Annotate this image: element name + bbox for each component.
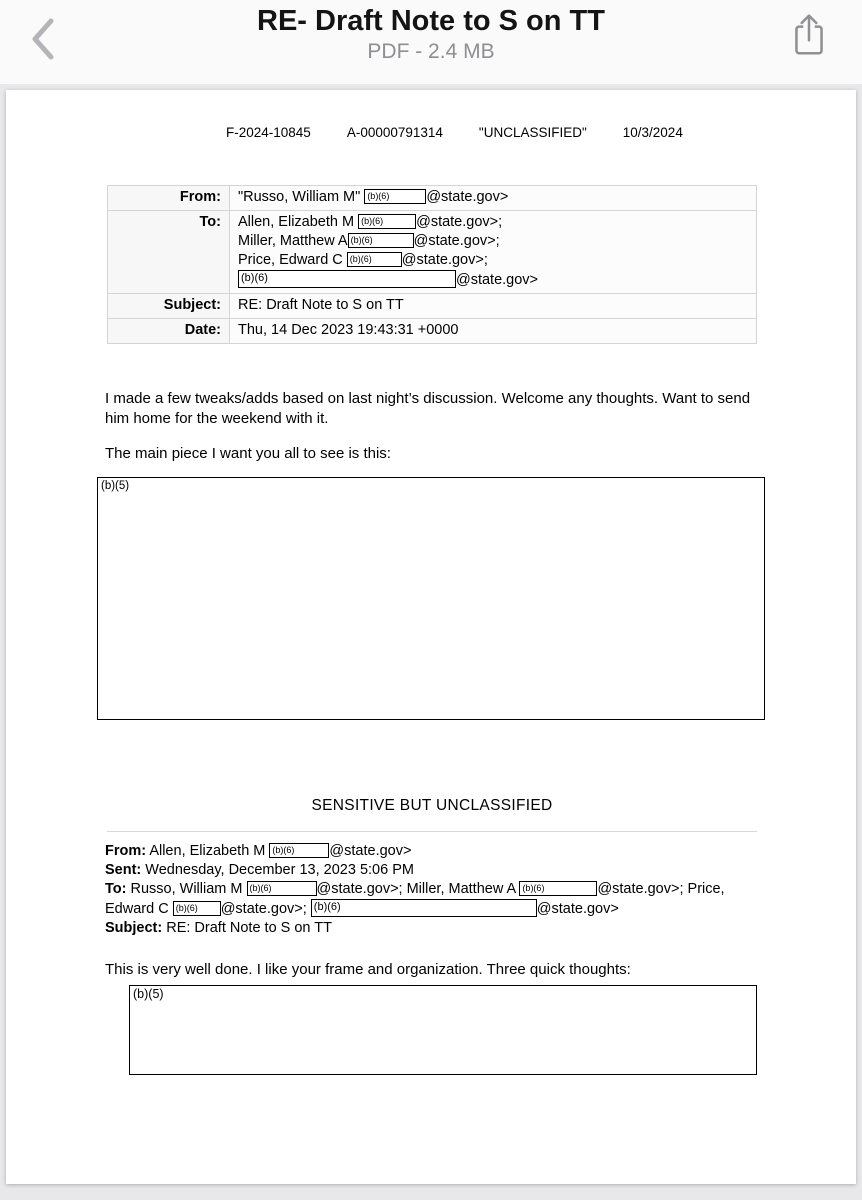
file-meta: PDF - 2.4 MB bbox=[367, 40, 495, 63]
from-value bbox=[230, 186, 757, 211]
quoted-from-line bbox=[105, 842, 766, 861]
from-label: From: bbox=[105, 843, 147, 859]
sent-label: Sent: bbox=[105, 862, 142, 878]
subject-label: Subject: bbox=[108, 294, 230, 319]
quoted-sent-line bbox=[105, 861, 766, 880]
redaction-box-b6: (b)(6) bbox=[519, 881, 597, 896]
date-value: Thu, 14 Dec 2023 19:43:31 +0000 bbox=[230, 319, 757, 344]
redaction-box-b6: (b)(6) bbox=[358, 214, 416, 229]
quoted-email-header bbox=[105, 842, 766, 938]
table-row-from bbox=[108, 186, 757, 211]
recipient-text: @state.gov>; bbox=[220, 901, 311, 917]
document-title-block bbox=[257, 0, 605, 65]
sender-name: Allen, Elizabeth M bbox=[146, 843, 270, 859]
redaction-box-b5 bbox=[97, 477, 765, 720]
recipient-name: Russo, William M bbox=[126, 881, 247, 897]
table-row-to bbox=[108, 211, 757, 294]
sender-name: "Russo, William M" bbox=[238, 189, 365, 205]
recipient-domain: @state.gov>; bbox=[416, 214, 503, 230]
recipient-domain: @state.gov>; bbox=[413, 233, 500, 249]
case-number: F-2024-10845 bbox=[226, 125, 311, 140]
body-paragraph: The main piece I want you all to see is this: bbox=[105, 445, 391, 462]
nav-bar bbox=[0, 0, 862, 84]
foia-header bbox=[226, 124, 766, 141]
recipient-text: @state.gov>; Miller, Matthew A bbox=[316, 881, 520, 897]
share-button[interactable] bbox=[790, 12, 828, 61]
recipient-domain: @state.gov> bbox=[456, 272, 539, 288]
quoted-subject-line bbox=[105, 919, 766, 938]
document-number: A-00000791314 bbox=[346, 125, 443, 140]
recipient-line bbox=[238, 232, 748, 251]
redaction-box-b6: (b)(6) bbox=[238, 270, 456, 288]
redaction-box-b6: (b)(6) bbox=[311, 899, 537, 917]
redaction-label: (b)(5) bbox=[101, 480, 130, 492]
quoted-to-line-2 bbox=[105, 899, 766, 919]
share-icon bbox=[790, 12, 828, 58]
redaction-box-b6: (b)(6) bbox=[173, 901, 221, 916]
release-date: 10/3/2024 bbox=[622, 125, 683, 140]
to-label: To: bbox=[108, 211, 230, 294]
table-row-date bbox=[108, 319, 757, 344]
table-row-subject bbox=[108, 294, 757, 319]
sender-domain: @state.gov> bbox=[426, 189, 509, 205]
to-value bbox=[230, 211, 757, 294]
chevron-left-icon bbox=[30, 16, 56, 62]
back-button[interactable] bbox=[30, 16, 56, 65]
recipient-name: Miller, Matthew A bbox=[238, 233, 348, 249]
recipient-name: Edward C bbox=[105, 901, 173, 917]
body-paragraph: This is very well done. I like your frame and organization. Three quick thoughts: bbox=[105, 961, 631, 978]
quoted-to-line-1 bbox=[105, 880, 766, 899]
subject-label: Subject: bbox=[105, 920, 163, 936]
pdf-page bbox=[6, 90, 856, 1184]
recipient-line bbox=[238, 251, 748, 270]
redaction-box-b6: (b)(6) bbox=[347, 252, 402, 267]
redaction-label: (b)(5) bbox=[133, 987, 164, 1001]
classification-marking: "UNCLASSIFIED" bbox=[478, 125, 587, 140]
redaction-box-b5 bbox=[129, 985, 757, 1075]
recipient-domain: @state.gov>; bbox=[401, 252, 488, 268]
to-label: To: bbox=[105, 881, 127, 897]
page-title: RE- Draft Note to S on TT bbox=[257, 5, 605, 37]
from-label: From: bbox=[108, 186, 230, 211]
classification-banner: SENSITIVE BUT UNCLASSIFIED bbox=[311, 797, 553, 814]
recipient-line bbox=[238, 213, 748, 232]
sent-value: Wednesday, December 13, 2023 5:06 PM bbox=[141, 862, 414, 878]
recipient-text: @state.gov>; Price, bbox=[597, 881, 725, 897]
sender-domain: @state.gov> bbox=[329, 843, 412, 859]
recipient-domain: @state.gov> bbox=[536, 901, 619, 917]
subject-value: RE: Draft Note to S on TT bbox=[162, 920, 332, 936]
redaction-box-b6: (b)(6) bbox=[247, 881, 317, 896]
redaction-box-b6: (b)(6) bbox=[269, 843, 329, 858]
date-label: Date: bbox=[108, 319, 230, 344]
redaction-box-b6: (b)(6) bbox=[364, 189, 426, 204]
recipient-name: Price, Edward C bbox=[238, 252, 347, 268]
subject-value: RE: Draft Note to S on TT bbox=[230, 294, 757, 319]
body-paragraph: I made a few tweaks/adds based on last night’s discussion. Welcome any thoughts. Want to send him home for the weekend with it. bbox=[105, 390, 751, 427]
email-header-table bbox=[107, 185, 757, 344]
divider bbox=[107, 831, 757, 832]
recipient-name: Allen, Elizabeth M bbox=[238, 214, 359, 230]
recipient-line bbox=[238, 270, 748, 290]
redaction-box-b6: (b)(6) bbox=[348, 233, 414, 248]
